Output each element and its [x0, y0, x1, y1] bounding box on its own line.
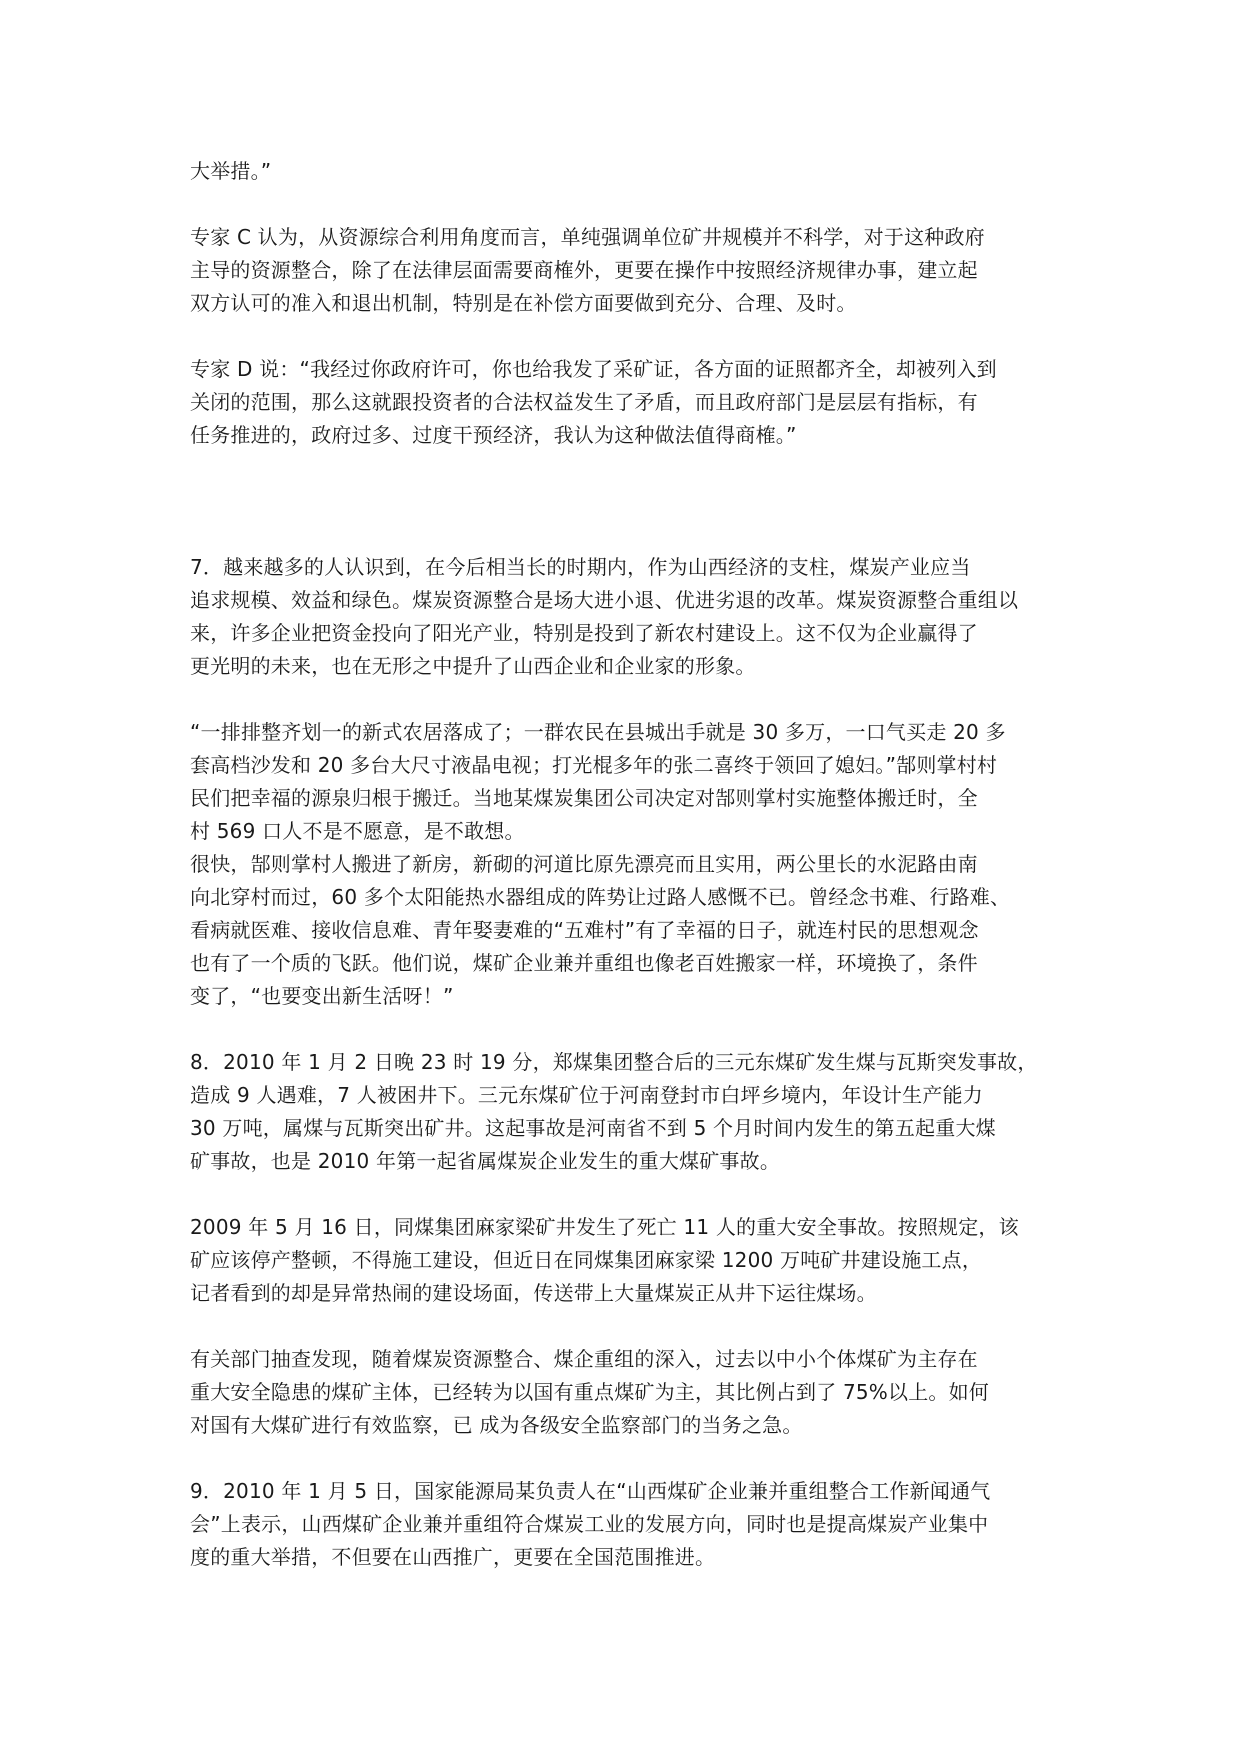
paragraph-quote-village: “一排排整齐划一的新式农居落成了；一群农民在县城出手就是 30 多万，一口气买走 20 多 套高档沙发和 20 多台大尺寸液晶电视；打光棍多年的张二喜终于领回了媳妇。”郜则掌村村 民们把幸福的源泉归根于搬迁。当地某煤炭集团公司决定对郜则掌村实施整体搬迁时，全 村 569 口人不是不愿意，是不敢想。 — [190, 720, 1006, 843]
paragraph-expert-d: 专家 D 说：“我经过你政府许可，你也给我发了采矿证，各方面的证照都齐全，却被列入到 关闭的范围，那么这就跟投资者的合法权益发生了矛盾，而且政府部门是层层有指标，有 任务推进的，政府过多、过度干预经济，我认为这种做法值得商榷。” — [190, 357, 997, 447]
paragraph-expert-c: 专家 C 认为，从资源综合利用角度而言，单纯强调单位矿井规模并不科学，对于这种政府 主导的资源整合，除了在法律层面需要商榷外，更要在操作中按照经济规律办事，建立起 双方认可的准入和退出机制，特别是在补偿方面要做到充分、合理、及时。 — [190, 225, 985, 315]
paragraph-village-relocation: 很快，郜则掌村人搬进了新房，新砌的河道比原先漂亮而且实用，两公里长的水泥路由南 向北穿村而过，60 多个太阳能热水器组成的阵势让过路人感慨不已。曾经念书难、行路难、 看病就医难、接收信息难、青年娶妻难的“五难村”有了幸福的日子，就连村民的思想观念 也有了一个质的飞跃。他们说，煤矿企业兼并重组也像老百姓搬家一样，环境换了，条件 变了，“也要变出新生活呀！” — [190, 852, 1011, 1008]
paragraph-inspection: 有关部门抽查发现，随着煤炭资源整合、煤企重组的深入，过去以中小个体煤矿为主存在 重大安全隐患的煤矿主体，已经转为以国有重点煤矿为主，其比例占到了 75%以上。如何 对国有大煤矿进行有效监察，已 成为各级安全监察部门的当务之急。 — [190, 1347, 990, 1437]
paragraph-item-7: 7．越来越多的人认识到，在今后相当长的时期内，作为山西经济的支柱，煤炭产业应当 追求规模、效益和绿色。煤炭资源整合是场大进小退、优进劣退的改革。煤炭资源整合重组以 来，许多企业把资金投向了阳光产业，特别是投到了新农村建设上。这不仅为企业赢得了 更光明的未来，也在无形之中提升了山西企业和企业家的形象。 — [190, 555, 1019, 678]
paragraph-2009-accident: 2009 年 5 月 16 日，同煤集团麻家梁矿井发生了死亡 11 人的重大安全事故。按照规定，该 矿应该停产整顿，不得施工建设，但近日在同煤集团麻家梁 1200 万吨矿井建设施工点， 记者看到的却是异常热闹的建设场面，传送带上大量煤炭正从井下运往煤场。 — [190, 1215, 1019, 1305]
paragraph-continuation: 大举措。” — [190, 159, 272, 183]
paragraph-item-8: 8．2010 年 1 月 2 日晚 23 时 19 分，郑煤集团整合后的三元东煤矿发生煤与瓦斯突发事故， 造成 9 人遇难，7 人被困井下。三元东煤矿位于河南登封市白坪乡境内，年设计生产能力 30 万吨，属煤与瓦斯突出矿井。这起事故是河南省不到 5 个月时间内发生的第五起重大煤 矿事故，也是 2010 年第一起省属煤炭企业发生的重大煤矿事故。 — [190, 1050, 1038, 1173]
document-page — [190, 155, 1060, 1574]
paragraph-item-9: 9．2010 年 1 月 5 日，国家能源局某负责人在“山西煤矿企业兼并重组整合工作新闻通气 会”上表示，山西煤矿企业兼并重组符合煤炭工业的发展方向，同时也是提高煤炭产业集中 度的重大举措，不但要在山西推广，更要在全国范围推进。 — [190, 1479, 991, 1569]
